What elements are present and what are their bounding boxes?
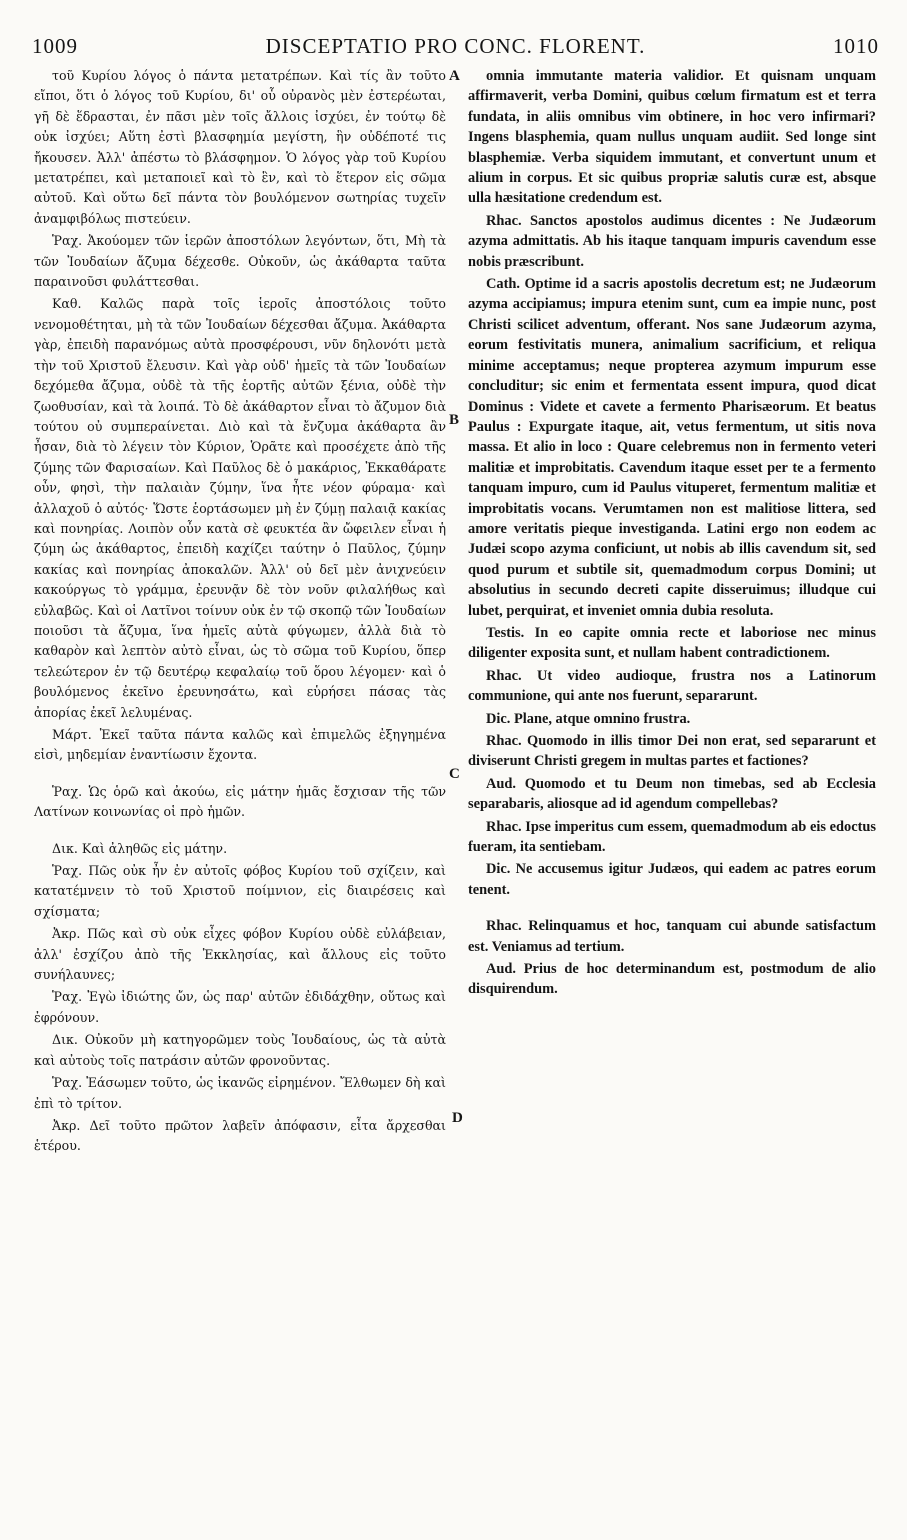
margin-marker-a: A [449, 68, 460, 84]
greek-paragraph: Μάρτ. Ἐκεῖ ταῦτα πάντα καλῶς καὶ ἐπιμελῶς ἐξηγημένα εἰσὶ, μηδεμίαν ἐναντίωσιν ἔχοντα. [34, 727, 446, 763]
greek-paragraph: τοῦ Κυρίου λόγος ὁ πάντα μετατρέπων. Καὶ τίς ἂν τοῦτο εἴποι, ὅτι ὁ λόγος τοῦ Κυρίου, δι' οὗ οὐρανὸς μὲν ἐστερέωται, γῆ δὲ ἕδρασται, ἐν πᾶσι μὲν τοῖς ἄλλοις ἰσχύει, ἐν τούτῳ δὲ οὐκ ἰσχύει; Αὕτη ἐστὶ βλασφημία μεγίστη, ἣν οὐδέποτέ τις ἤκουσεν. Ἀλλ' ἀπέστω τὸ βλάσφημον. Ὁ λόγος γὰρ τοῦ Κυρίου μετατρέπει, καὶ μεταποιεῖ καὶ τὸ ἓν, καὶ τὸ ἕτερον εἰς σῶμα αὐτοῦ. Καὶ οὕτω δεῖ πάντα τὸν βουλόμενον σωτηρίας τυχεῖν ἀναμφιβόλως πιστεύειν. [34, 68, 446, 226]
latin-paragraph: Dic. Ne accusemus igitur Judæos, qui eadem ac patres eorum tenent. [468, 861, 876, 898]
greek-text-column [34, 66, 446, 1159]
latin-paragraph: Rhac. Relinquamus et hoc, tanquam cui abunde satisfactum est. Veniamus ad tertium. [468, 918, 876, 955]
greek-paragraph: Ἀκρ. Δεῖ τοῦτο πρῶτον λαβεῖν ἀπόφασιν, εἶτα ἄρχεσθαι ἑτέρου. [34, 1117, 446, 1154]
latin-paragraph: Rhac. Ipse imperitus cum essem, quemadmodum ab eis edoctus fueram, ita sentiebam. [468, 818, 876, 856]
greek-paragraph: Ῥαχ. Ὡς ὁρῶ καὶ ἀκούω, εἰς μάτην ἡμᾶς ἔσχισαν τῆς τῶν Λατίνων κοινωνίας οἱ πρὸ ἡμῶν. [34, 783, 446, 820]
greek-paragraph: Δικ. Οὐκοῦν μὴ κατηγορῶμεν τοὺς Ἰουδαίους, ὡς τὰ αὐτὰ καὶ αὐτοὺς τοῖς πατράσιν αὐτῶν φρονοῦντας. [34, 1032, 446, 1068]
greek-paragraph: Ῥαχ. Ἐάσωμεν τοῦτο, ὡς ἱκανῶς εἰρημένον. Ἔλθωμεν δὴ καὶ ἐπὶ τὸ τρίτον. [34, 1075, 446, 1111]
latin-paragraph: Rhac. Sanctos apostolos audimus dicentes : Ne Judæorum azyma admittatis. Ab his itaque tanquam impuris cavendum esse nobis præscribunt. [468, 212, 876, 270]
latin-paragraph: Rhac. Quomodo in illis timor Dei non erat, sed separarunt et diviserunt Christi gregem in multas partes et factiones? [468, 733, 876, 770]
greek-paragraph: Ἀκρ. Πῶς καὶ σὺ οὐκ εἶχες φόβον Κυρίου οὐδὲ εὐλάβειαν, ἀλλ' ἐσχίζου ἀπὸ τῆς Ἐκκλησίας, καὶ ἄλλους εἰς τοῦτο συνήλαυνες; [34, 926, 446, 983]
greek-paragraph: Καθ. Καλῶς παρὰ τοῖς ἱεροῖς ἀποστόλοις τοῦτο νενομοθέτηται, μὴ τὰ τῶν Ἰουδαίων δέχεσθαι ἄζυμα. Ἀκάθαρτα γὰρ, ἐπειδὴ παρανόμως αὐτὰ προσφέρουσι, νῦν δηλονότι μετὰ τὴν τοῦ Χριστοῦ ἔλευσιν. Καὶ γὰρ οὐδ' ἡμεῖς τὰ τῶν Ἰουδαίων δεχόμεθα ἄζυμα, οὐδὲ τὰ τῆς ἑορτῆς αὐτῶν ξένια, οὐδὲ τὴν ζωοθυσίαν, καὶ τὰ λοιπά. Τὸ δὲ ἀκάθαρτον εἶναι τὸ ἄζυμον διὰ τούτου οὐ συμπεραίνεται. Διὸ καὶ τὰ ἔνζυμα ἀκάθαρτα ἂν ἦσαν, διὰ τὸ λέγειν τὸν Κύριον, Ὁρᾶτε καὶ προσέχετε ἀπὸ τῆς ζύμης τῶν Φαρισαίων. Καὶ Παῦλος δὲ ὁ μακάριος, Ἐκκαθάρατε οὖν, φησὶ, τὴν παλαιὰν ζύμην, ἵνα ἦτε νέον φύραμα· καὶ ἀλλαχοῦ ὁ αὐτός· Ὥστε ἑορτάσωμεν μὴ ἐν ζύμῃ παλαιᾷ κακίας καὶ πονηρίας. Λοιπὸν οὖν κατὰ σὲ φευκτέα ἂν ὤφειλεν εἶναι ἡ ζύμη ὡς ἀκάθαρτος, ἐπειδὴ καχίζει ταύτην ὁ Παῦλος, ζύμην κακίας καὶ πονηρίας ἀποκαλῶν. Ἀλλ' οὐ δεῖ μὲν ἀνιχνεύειν κακούργως τὸ γράμμα, ἐρευνᾷν δὲ τὸν νοῦν φιλαλήθως καὶ εὐλαβῶς. Καὶ οἱ Λατῖνοι τοίνυν οὐκ ἐν τῷ σκοπῷ τῶν Ἰουδαίων ποιοῦσι τὰ ἄζυμα, ἵνα ἡμεῖς αὐτὰ φύγωμεν, ἀλλὰ διὰ τὸ καθαρὸν καὶ λεπτὸν αὐτὸ εἶναι, ὡς τὸ σῶμα τοῦ Κυρίου, ὅπερ τελεώτερον ἐν τῷ δευτέρῳ κεφαλαίῳ τοῦ ὅρου λέγομεν· καὶ ὁ βουλόμενος ἐκεῖνο ἐρευνησάτω, καὶ εὑρήσει πάσας τὰς ἀπορίας ἐκεῖ λελυμένας. [34, 296, 446, 720]
latin-paragraph: omnia immutante materia validior. Et quisnam unquam affirmaverit, verba Domini, quibus cœlum firmatum est et terra fundata, in aliis omnibus vim obtinere, in hoc vero infirmari? Ingens blasphemia, quam nullus unquam audiit. Sed longe sint blasphemiæ. Verba siquidem immutant, et convertunt unum et alium in corpus. Et sic quibus propriæ salutis curæ est, absque ulla hæsitatione credendum est. [468, 68, 876, 207]
page-number-right: 1010 [833, 34, 879, 58]
latin-paragraph: Cath. Optime id a sacris apostolis decretum est; ne Judæorum azyma accipiamus; impura etenim sunt, cum ea impie nunc, post Christi scilicet adventum, offerant. Nos sane Judæorum azyma, eorum festivitatis munera, animalium sacrificium, et reliqua minime acceptamus; neque propterea azymum impurum esse concluditur; sic enim et fermentata essent impura, quod dicat Dominus : Videte et cavete a fermento Pharisæorum. Et beatus Paulus : Expurgate itaque, ait, vetus fermentum, ut sitis nova massa. Et alio in loco : Quare celebremus non in fermento veteri malitiæ et improbitatis. Cavendum itaque esset per te a fermento tanquam impuro, cum id Paulus vituperet, fermentum malitiæ et improbitatis vocans. Verumtamen non est malitiose littera, sed amore veritatis pieque investiganda. Latini ergo non eodem ac Judæi scopo azyma conficiunt, ut nobis ab illis cavendum sit, sed quod purum et subtile sit, quemadmodum corpus Domini; ut absolutius in secundo decreti capite disseruimus; illudque cui lubet, perquirat, et inveniet omnia dubia resoluta. [468, 276, 876, 619]
margin-marker-c: C [449, 766, 460, 782]
latin-paragraph: Aud. Quomodo et tu Deum non timebas, sed ab Ecclesia separabaris, aliosque ad id agendum compellebas? [468, 775, 876, 813]
page-number-left: 1009 [32, 34, 78, 58]
greek-paragraph: Ῥαχ. Πῶς οὐκ ἦν ἐν αὐτοῖς φόβος Κυρίου τοῦ σχίζειν, καὶ κατατέμνειν τὸ τοῦ Χριστοῦ ποίμνιον, εἰς διαιρέσεις καὶ σχίσματα; [34, 863, 446, 919]
page-header [32, 34, 879, 60]
greek-paragraph: Ῥαχ. Ἀκούομεν τῶν ἱερῶν ἀποστόλων λεγόντων, ὅτι, Μὴ τὰ τῶν Ἰουδαίων ἄζυμα δέχεσθε. Οὐκοῦν, ὡς ἀκάθαρτα ταῦτα παραινοῦσι φυλάττεσθαι. [34, 233, 446, 290]
latin-text-column [468, 66, 876, 1002]
latin-paragraph: Rhac. Ut video audioque, frustra nos a Latinorum communione, qui ante nos fuerunt, separarunt. [468, 667, 876, 705]
latin-paragraph: Aud. Prius de hoc determinandum est, postmodum de alio disquirendum. [468, 961, 876, 998]
latin-paragraph: Dic. Plane, atque omnino frustra. [486, 710, 691, 727]
margin-marker-b: B [449, 412, 460, 428]
greek-paragraph: Δικ. Καὶ ἀληθῶς εἰς μάτην. [52, 840, 228, 856]
margin-marker-d: D [452, 1110, 463, 1126]
greek-paragraph: Ῥαχ. Ἐγὼ ἰδιώτης ὤν, ὡς παρ' αὐτῶν ἐδιδάχθην, οὕτως καὶ ἐφρόνουν. [34, 989, 446, 1025]
latin-paragraph: Testis. In eo capite omnia recte et laboriose nec minus diligenter exposita sunt, et nullam habent contradictionem. [468, 624, 876, 662]
running-title: DISCEPTATIO PRO CONC. FLORENT. [265, 34, 646, 58]
